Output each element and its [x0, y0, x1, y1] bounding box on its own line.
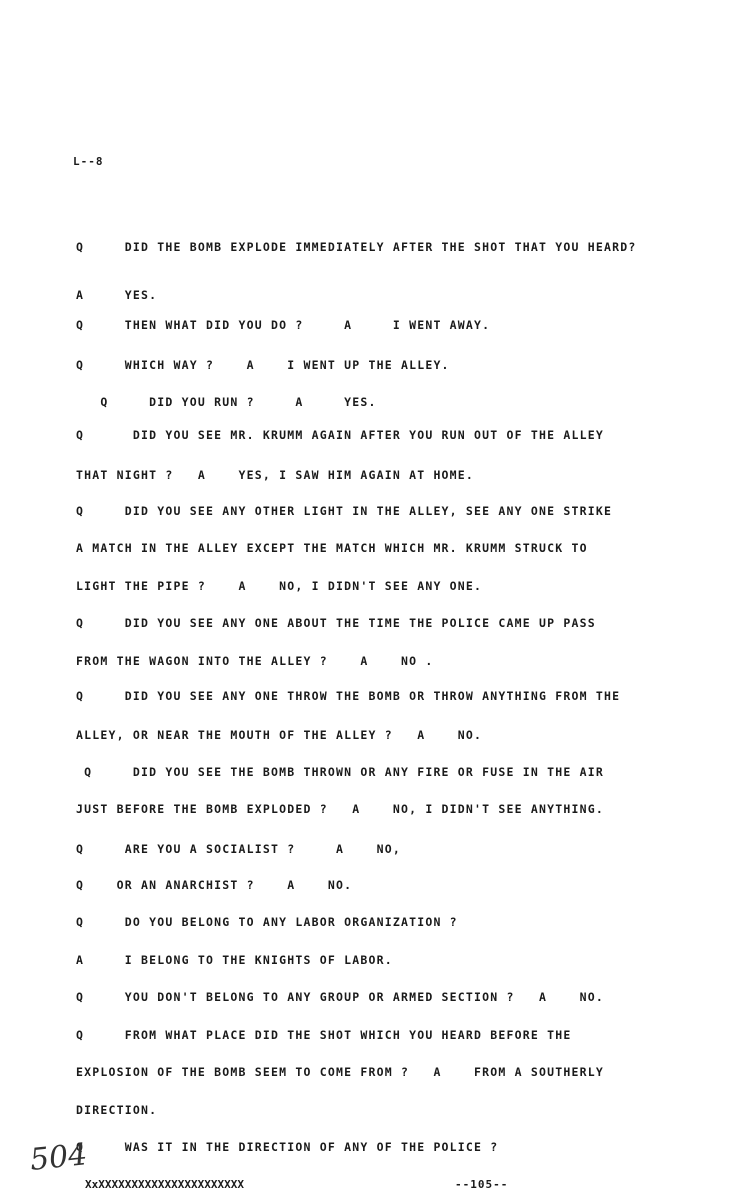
- page-number: --105--: [455, 1178, 509, 1191]
- transcript-line: Q YOU DON'T BELONG TO ANY GROUP OR ARMED SECTION ? A NO.: [76, 990, 605, 1004]
- transcript-line: Q WAS IT IN THE DIRECTION OF ANY OF THE POLICE ?: [76, 1140, 499, 1154]
- transcript-line: Q DID YOU SEE THE BOMB THROWN OR ANY FIRE OR FUSE IN THE AIR: [76, 765, 605, 779]
- transcript-line: Q DID YOU SEE ANY OTHER LIGHT IN THE ALLEY, SEE ANY ONE STRIKE: [76, 504, 613, 518]
- transcript-line: Q DID YOU SEE ANY ONE THROW THE BOMB OR THROW ANYTHING FROM THE: [76, 689, 621, 703]
- struck-out-text: XxXXXXXXXXXXXXXXXXXXXXXX: [85, 1178, 244, 1191]
- transcript-line: EXPLOSION OF THE BOMB SEEM TO COME FROM ? A FROM A SOUTHERLY: [76, 1065, 605, 1079]
- page-marker: L--8: [73, 155, 104, 168]
- transcript-line: Q DID THE BOMB EXPLODE IMMEDIATELY AFTER THE SHOT THAT YOU HEARD?: [76, 240, 637, 254]
- transcript-line: Q DO YOU BELONG TO ANY LABOR ORGANIZATION ?: [76, 915, 458, 929]
- transcript-line: ALLEY, OR NEAR THE MOUTH OF THE ALLEY ? A NO.: [76, 728, 483, 742]
- transcript-line: JUST BEFORE THE BOMB EXPLODED ? A NO, I DIDN'T SEE ANYTHING.: [76, 802, 605, 816]
- transcript-line: Q DID YOU SEE ANY ONE ABOUT THE TIME THE POLICE CAME UP PASS: [76, 616, 596, 630]
- transcript-line: A YES.: [76, 288, 158, 302]
- transcript-line: Q WHICH WAY ? A I WENT UP THE ALLEY.: [76, 358, 450, 372]
- transcript-line: FROM THE WAGON INTO THE ALLEY ? A NO .: [76, 654, 434, 668]
- transcript-line: Q OR AN ANARCHIST ? A NO.: [76, 878, 353, 892]
- transcript-line: Q DID YOU SEE MR. KRUMM AGAIN AFTER YOU RUN OUT OF THE ALLEY: [76, 428, 605, 442]
- transcript-line: Q FROM WHAT PLACE DID THE SHOT WHICH YOU HEARD BEFORE THE: [76, 1028, 572, 1042]
- transcript-line: Q DID YOU RUN ? A YES.: [76, 395, 377, 409]
- transcript-line: LIGHT THE PIPE ? A NO, I DIDN'T SEE ANY ONE.: [76, 579, 483, 593]
- transcript-line: DIRECTION.: [76, 1103, 158, 1117]
- transcript-line: Q ARE YOU A SOCIALIST ? A NO,: [76, 842, 401, 856]
- transcript-line: THAT NIGHT ? A YES, I SAW HIM AGAIN AT HOME.: [76, 468, 475, 482]
- transcript-line: A I BELONG TO THE KNIGHTS OF LABOR.: [76, 953, 393, 967]
- transcript-line: A MATCH IN THE ALLEY EXCEPT THE MATCH WHICH MR. KRUMM STRUCK TO: [76, 541, 588, 555]
- transcript-line: Q THEN WHAT DID YOU DO ? A I WENT AWAY.: [76, 318, 491, 332]
- handwritten-page-number: 504: [28, 1137, 89, 1178]
